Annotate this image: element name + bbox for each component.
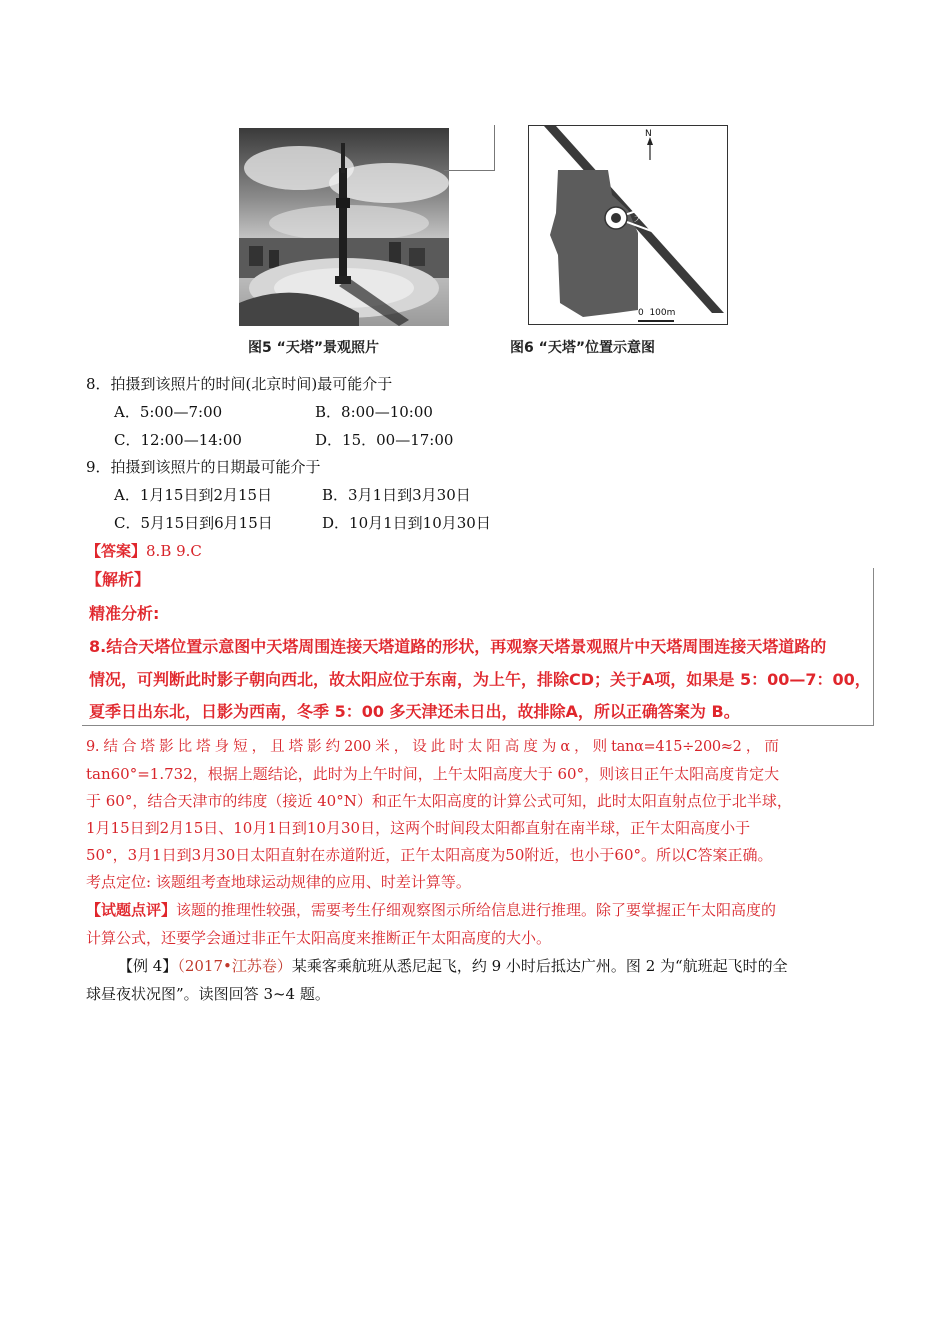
question-9-option-b: B．3月1日到3月30日 [322, 486, 471, 504]
map-scale-label: 0 100m [638, 308, 676, 318]
analysis-tag: 【解析】 [86, 570, 151, 589]
question-8-option-a: A．5:00—7:00 [114, 403, 223, 421]
comment-text-1: 该题的推理性较强，需要考生仔细观察图示所给信息进行推理。除了要掌握正午太阳高度的 [176, 901, 777, 919]
comment-line-1 [86, 900, 776, 920]
question-8-option-b: B．8:00—10:00 [315, 403, 433, 421]
analysis-subtitle: 精准分析: [89, 604, 160, 623]
comment-tag: 【试题点评】 [86, 901, 177, 919]
q9-analysis-line-3: 于 60°，结合天津市的纬度（接近 40°N）和正午太阳高度的计算公式可知，此时太阳直射点位于北半球， [86, 792, 792, 810]
q9-analysis-line-4: 1月15日到2月15日、10月1日到10月30日，这两个时间段太阳都直射在南半球，正午太阳高度小于 [86, 819, 751, 837]
analysis-line-3: 夏季日出东北，日影为西南，冬季 5：00 多天津还未日出，故排除A，所以正确答案为 B。 [89, 702, 740, 721]
tianta-location-map [528, 125, 728, 325]
answer-tag: 【答案】 [86, 542, 147, 560]
answer-line [86, 541, 202, 561]
question-8-stem: 8．拍摄到该照片的时间(北京时间)最可能介于 [86, 375, 393, 393]
q9-analysis-line-6: 考点定位: 该题组考查地球运动规律的应用、时差计算等。 [86, 873, 471, 891]
q9-analysis-line-2: tan60°=1.732，根据上题结论，此时为上午时间，上午太阳高度大于 60°，则该日正午太阳高度肯定大 [86, 765, 780, 783]
figure5-caption: 图5 “天塔”景观照片 [248, 340, 380, 356]
comment-line-2: 计算公式，还要学会通过非正午太阳高度来推断正午太阳高度的大小。 [86, 929, 552, 947]
map-tianta-label: 天塔 [634, 213, 654, 224]
figure6-caption: 图6 “天塔”位置示意图 [510, 340, 656, 356]
example-text-1: 某乘客乘航班从悉尼起飞，约 9 小时后抵达广州。图 2 为“航班起飞时的全 [291, 957, 788, 975]
q9-analysis-line-5: 50°，3月1日到3月30日太阳直射在赤道附近，正午太阳高度为50附近，也小于60°。所以C答案正确。 [86, 846, 773, 864]
question-9-option-c: C．5月15日到6月15日 [114, 514, 273, 532]
question-9-option-d: D．10月1日到10月30日 [322, 514, 491, 532]
example-source: （2017•江苏卷） [177, 957, 292, 975]
question-8-option-d: D．15．00—17:00 [315, 431, 454, 449]
example-tag: 【例 4】 [118, 957, 178, 975]
answer-text: 8.B 9.C [146, 542, 202, 560]
figure-panel [234, 125, 728, 365]
analysis-line-2: 情况，可判断此时影子朝向西北，故太阳应位于东南，为上午，排除CD；关于A项，如果是 5：00—7：00， [89, 670, 871, 689]
q9-analysis-line-1: 9. 结 合 塔 影 比 塔 身 短 ， 且 塔 影 约 200 米 ， 设 此 时 太 阳 高 度 为 α ， 则 tanα=415÷200≈2 ， 而 [86, 739, 779, 755]
tianta-photo [239, 128, 449, 326]
question-8-option-c: C．12:00—14:00 [114, 431, 242, 449]
example-line-2: 球昼夜状况图”。读图回答 3~4 题。 [86, 985, 330, 1003]
analysis-line-1: 8.结合天塔位置示意图中天塔周围连接天塔道路的形状，再观察天塔景观照片中天塔周围连接天塔道路的 [89, 637, 827, 656]
photo-corner-mark [444, 125, 495, 171]
map-scale-bar [638, 320, 674, 322]
question-9-stem: 9．拍摄到该照片的日期最可能介于 [86, 458, 321, 476]
map-north-label: N [645, 129, 652, 139]
example-line-1 [118, 956, 788, 976]
question-9-option-a: A．1月15日到2月15日 [114, 486, 273, 504]
